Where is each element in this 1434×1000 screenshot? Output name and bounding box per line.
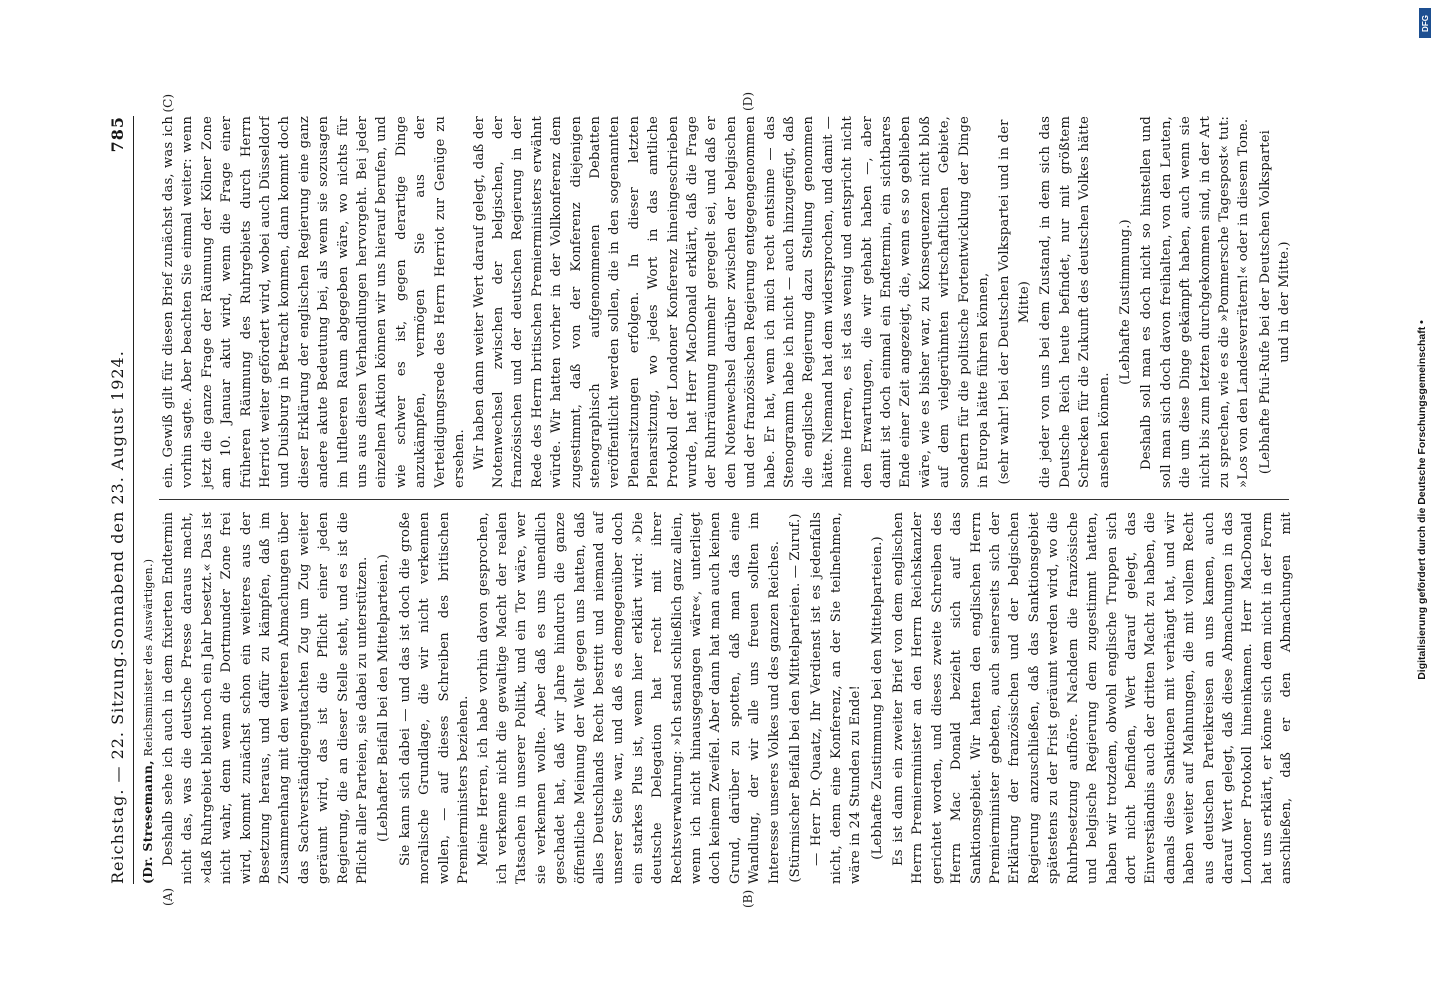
header-date: Sonnabend den 23. August 1924. <box>108 350 127 650</box>
interjection-remark: (sehr wahr! bei der Deutschen Volkspartei und in der Mitte) <box>997 119 1032 485</box>
paragraph: Es ist dann ein zweiter Brief von dem englischen Herrn Premierminister an den Herrn Reichskanzler gerichtet worden, und dieses zweite Schreiben des Herrn Mac Donald bezieht sich auf das Sanktionsgebiet. Wir hatten den englischen Herrn Premierminister gebeten, auch seinerseits sich der Erklärung der französischen und der belgischen Regierung anzuschließen, daß das Sanktionsgebiet spätestens zu der Frist geräumt werden wird, wo die Ruhrbesetzung aufhöre. Nachdem die französische und belgische Regierung dem zugestimmt hatten, haben wir trotzdem, obwohl englische Truppen sich dort nicht befinden, Wert darauf gelegt, das Einverständnis auch der dritten Macht zu haben, die damals diese Sanktionen mit verhängt hat, und wir haben weiter auf Mahnungen, die mit vollem Recht aus deutschen Parteikreisen an uns kamen, auch darauf Wert gelegt, daß diese Abmachungen in das Londoner Protokoll hineinkamen. Herr MacDonald hat uns erklärt, er könne sich dem nicht in der Form anschließen, daß er den Abmachungen mit <box>891 512 1295 884</box>
speaker-name: (Dr. Stresemann, <box>140 760 155 884</box>
paragraph <box>1297 116 1299 488</box>
margin-marker-b: (B) <box>741 889 755 908</box>
speaker-line <box>140 116 155 884</box>
paragraph: Deshalb soll man es doch nicht so hinstellen und soll man sich doch davon freihalten, von den Leuten, die um diese Dinge gekämpft haben, auch wenn sie nicht bis zum letzten durchgekommen sind, in der Art zu sprechen, wie es die »Pommersche Tagespost« tut: »Los von den Landesverrätern!« oder in diesem Tone. <box>1139 116 1252 488</box>
text-columns <box>159 92 1299 908</box>
interjection-remark: (Lebhafter Beifall bei den Mittelparteien.) <box>376 554 392 843</box>
paragraph: Meine Herren, ich habe vorhin davon gesprochen, ich verkenne nicht die gewaltige Macht der realen Tatsachen in unserer Politik, und ein Tor wäre, wer sie verkennen wollte. Aber daß es uns unendlich geschadet hat, daß wir Jahre hindurch die ganze öffentliche Meinung der Welt gegen uns hatten, daß alles Deutschlands Recht bestritt und niemand auf unserer Seite war, und daß es demgegenüber doch ein starkes Plus ist, wenn hier erklärt wird: »Die deutsche Delegation hat recht mit ihrer Rechtsverwahrung: »Ich stand schließlich ganz allein, wenn ich nicht hinausgegangen wäre«, unterliegt doch keinem Zweifel. Aber dann hat man auch keinen Grund, darüber zu spotten, daß man das eine Wandlung, der wir alle uns freuen sollten im Interesse unseres Volkes und des ganzen Reiches. <box>475 512 782 884</box>
interjection-remark: (Stürmischer Beifall bei den Mittelparteien. — Zuruf.) <box>788 513 803 883</box>
margin-marker-d: (D) <box>741 92 755 111</box>
dfg-logo-text: DFG <box>1420 14 1430 32</box>
credit-text: Digitalisierung gefördert durch die Deutsche Forschungsgemeinschaft • <box>1416 320 1428 680</box>
paragraph: die jeder von uns bei dem Zustand, in dem sich das Deutsche Reich heute befindet, nur mit größtem Schrecken für die Zukunft des deutschen Volkes hätte ansehen können. <box>1038 116 1112 488</box>
interjection-remark: (Lebhafte Zustimmung bei den Mittelparteien.) <box>869 536 885 860</box>
rotated-page <box>95 90 1335 910</box>
paragraph: ein. Gewiß gilt für diesen Brief zunächst das, was ich vorhin sagte. Aber beachten Sie einmal weiter: wenn jetzt die ganze Frage der Räumung der Kölner Zone am 10. Januar akut wird, wenn die Frage einer früheren Räumung des Ruhrgebiets durch Herrn Herriot weiter gefördert wird, wobei auch Düsseldorf und Duisburg in Betracht kommen, dann kommt doch dieser Erklärung der englischen Regierung eine ganz andere akute Bedeutung bei, als wenn sie sozusagen im luftleeren Raum abgegeben wäre, wo nichts für uns aus diesen Verhandlungen hervorgeht. Bei jeder einzelnen Aktion können wir uns hierauf berufen, und wie schwer es ist, gegen derartige Dinge anzukämpfen, vermögen Sie aus der Verteidigungsrede des Herrn Herriot zur Genüge zu ersehen. <box>161 116 468 488</box>
paragraph: Deshalb sehe ich auch in dem fixierten Endtermin nicht das, was die deutsche Presse daraus macht, »daß Ruhrgebiet bleibt noch ein Jahr besetzt.« Das ist nicht wahr, denn wenn die Dortmunder Zone frei wird, kommt zunächst schon ein weiteres aus der Besetzung heraus, und dafür zu kämpfen, daß im Zusammenhang mit den weiteren Abmachungen über das Sachverständigengutachten Zug um Zug weiter geräumt wird, das ist die Pflicht einer jeden Regierung, die an dieser Stelle steht, und es ist die Pflicht aller Parteien, sie dabei zu unterstützen. <box>161 512 371 884</box>
dfg-logo <box>1419 8 1431 38</box>
page-number: 785 <box>108 116 127 153</box>
header-left: Reichstag. — 22. Sitzung. <box>108 650 127 884</box>
page-header <box>95 116 134 884</box>
speaker-role: Reichsminister des Auswärtigen.) <box>142 558 155 757</box>
margin-marker-c: (C) <box>161 94 175 113</box>
digitization-credit <box>1410 0 1434 1000</box>
interjection-remark: (Lebhafte Pfui-Rufe bei der Deutschen Volkspartei und in der Mitte.) <box>1257 129 1293 475</box>
right-column <box>159 116 1299 500</box>
paragraph: — Herr Dr. Quaatz, Ihr Verdienst ist es jedenfalls nicht, denn eine Konferenz, an der Sie teilnehmen, wäre in 24 Stunden zu Ende! <box>809 512 864 884</box>
interjection-remark: (Lebhafte Zustimmung.) <box>1117 219 1133 385</box>
paragraph: Sie kann sich dabei — und das ist doch die große moralische Grundlage, die wir nicht verkennen wollen, — auf dieses Schreiben des britischen Premierministers beziehen. <box>397 512 472 884</box>
margin-marker-a: (A) <box>161 887 175 906</box>
paragraph: Wir haben dann weiter Wert darauf gelegt, daß der Notenwechsel zwischen der belgischen, der französischen und der deutschen Regierung in der Rede des Herrn britischen Premierministers erwähnt würde. Wir hatten vorher in der Vollkonferenz dem zugestimmt, daß von der Konferenz diejenigen stenographisch aufgenommenen Debatten veröffentlicht werden sollen, die in den sogenannten Plenarsitzungen erfolgen. In dieser letzten Plenarsitzung, wo jedes Wort in das amtliche Protokoll der Londoner Konferenz hineingeschrieben wurde, hat Herr MacDonald erklärt, daß die Frage der Ruhrräumung nunmehr geregelt sei, und daß er den Notenwechsel darüber zwischen der belgischen und der französischen Regierung entgegengenommen habe. Er hat, wenn ich mich recht entsinne — das Stenogramm habe ich nicht — auch hinzugefügt, daß die englische Regierung dazu Stellung genommen hätte. Niemand hat dem widersprochen, und damit — meine Herren, es ist das wenig und entspricht nicht den Erwartungen, die wir gehabt haben —, aber damit ist doch einmal ein Endtermin, ein sichtbares Ende einer Zeit angezeigt, die, wenn es so geblieben wäre, wie es bisher war, zu Konsequenzen nicht bloß auf dem vielgerühmten wirtschaftlichen Gebiete, sondern für die politische Fortentwicklung der Dinge in Europa hätte führen können, <box>471 116 992 488</box>
left-column <box>159 500 1299 884</box>
column-divider <box>159 499 1289 500</box>
